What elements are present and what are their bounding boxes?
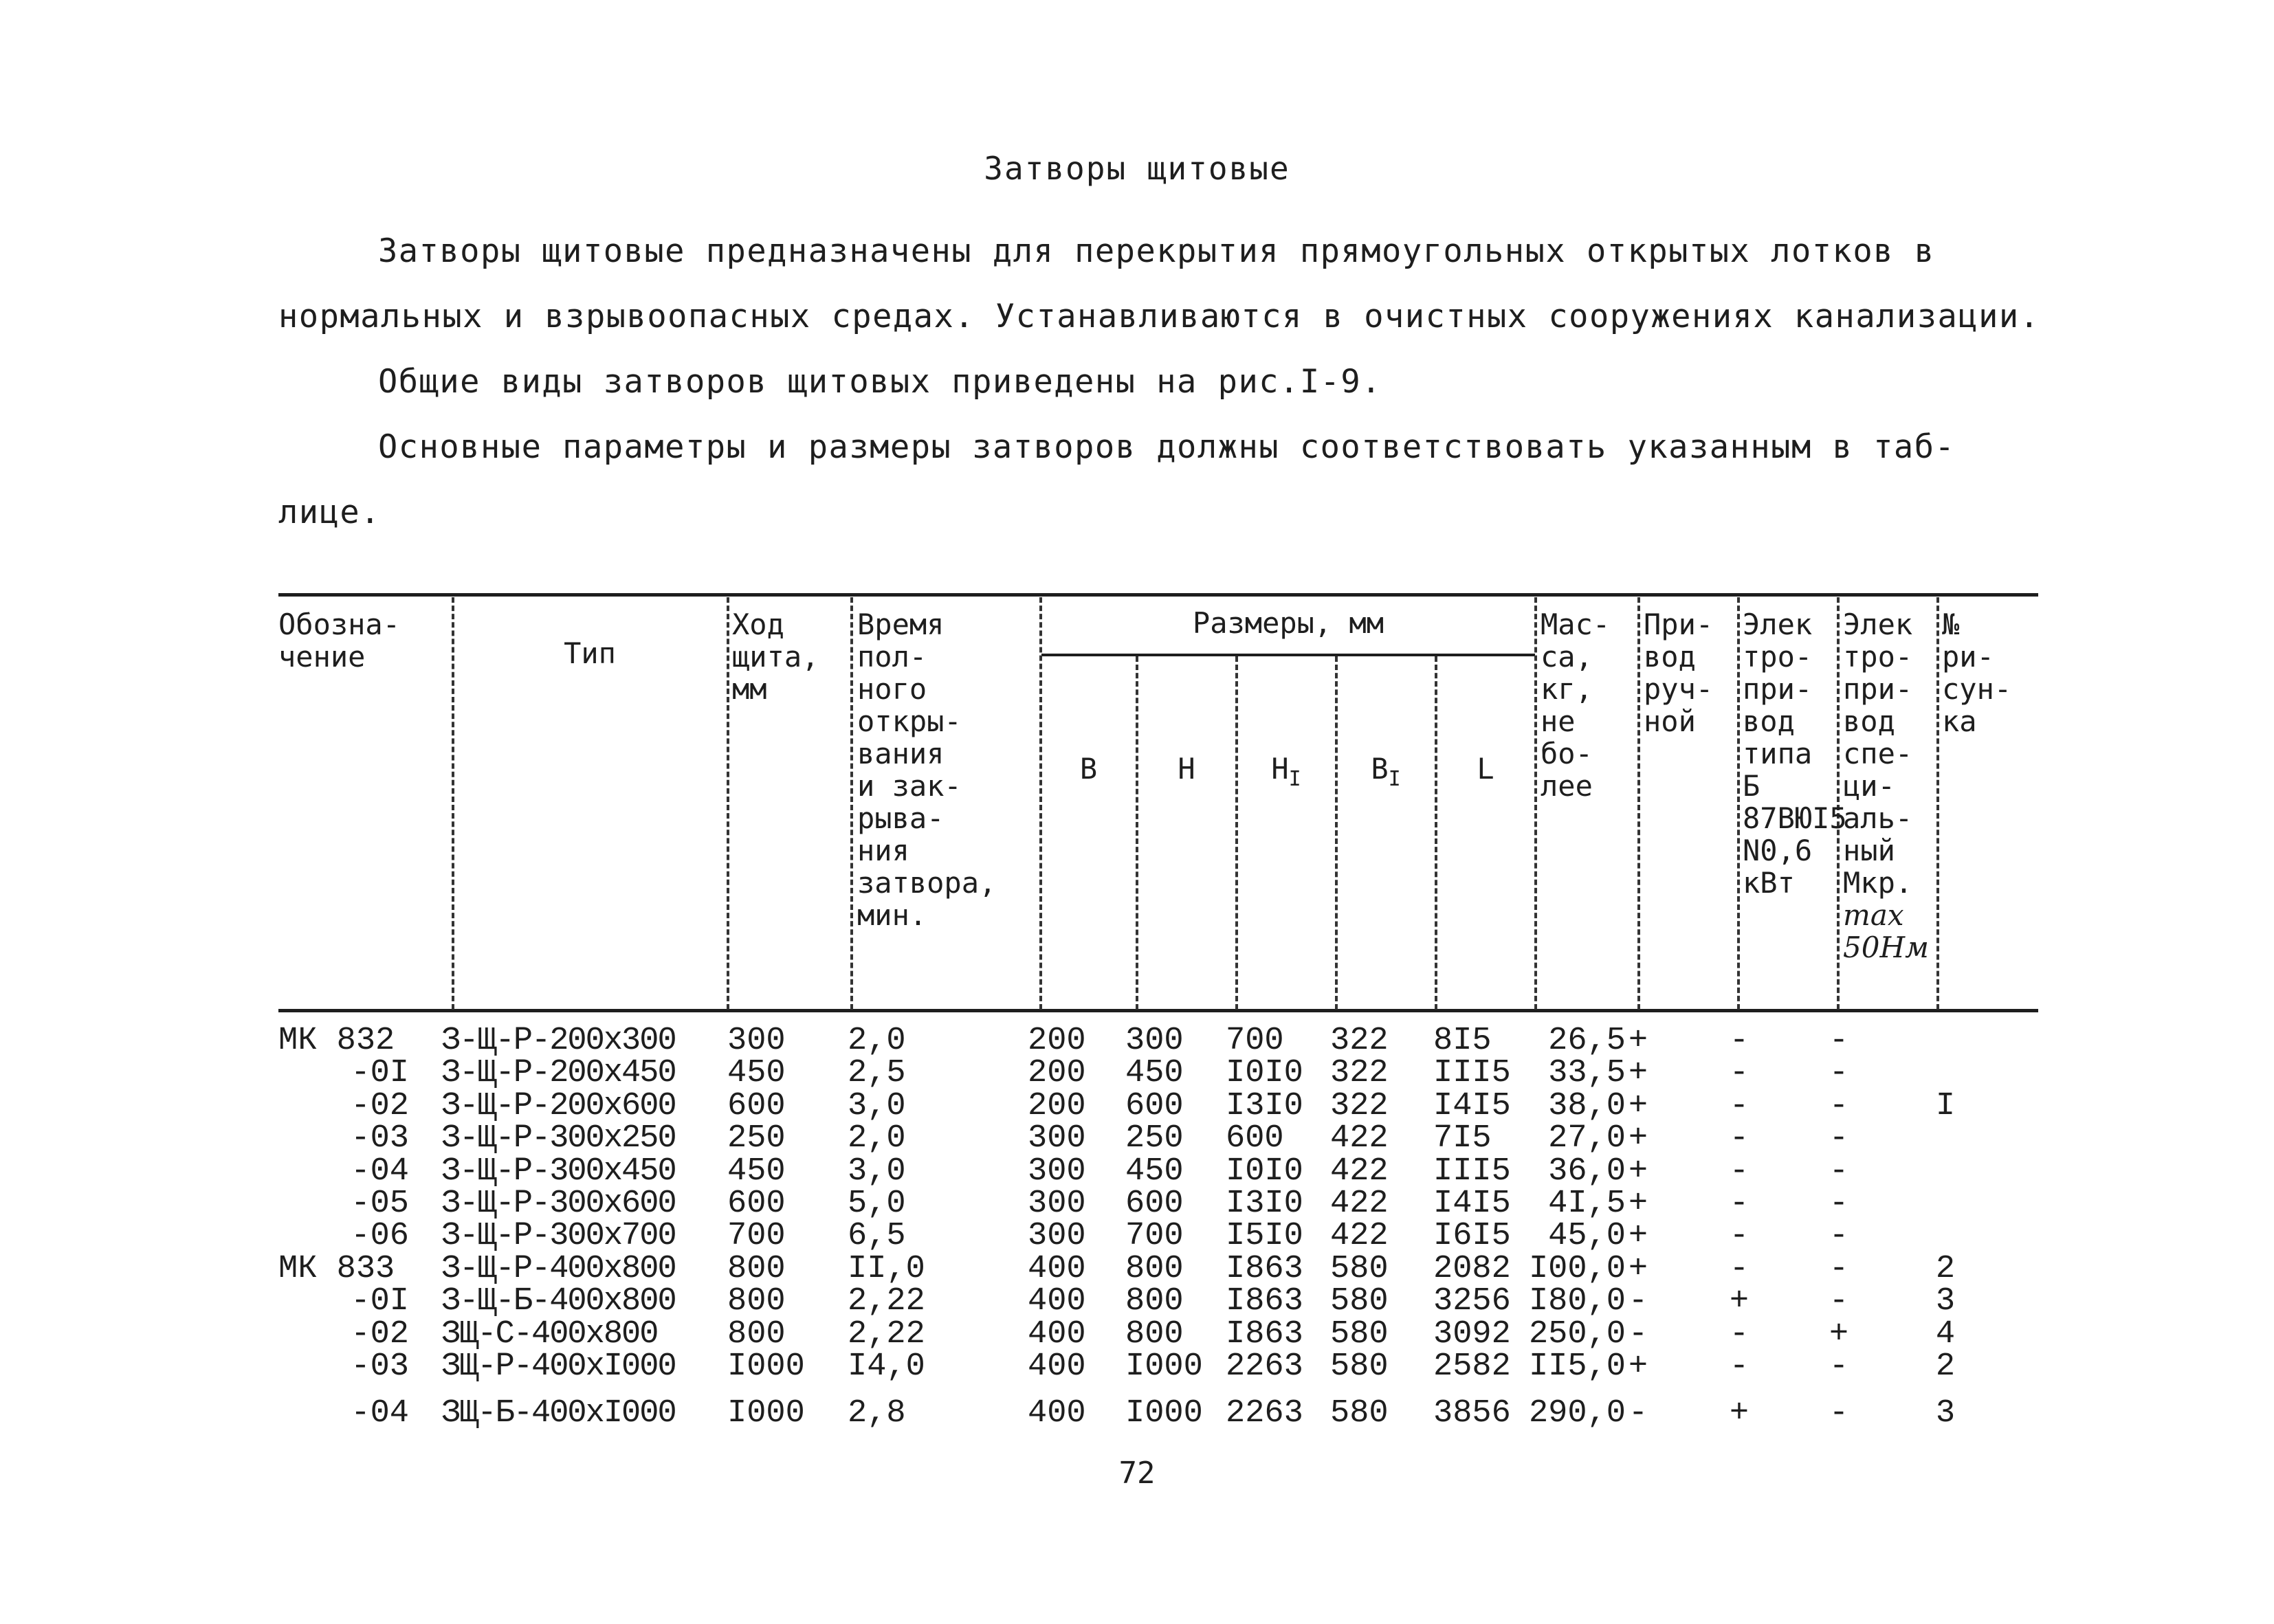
table-cell: 200 <box>1028 1023 1086 1059</box>
table-cell: 26,5 <box>1548 1023 1626 1059</box>
table-cell: 3856 <box>1433 1395 1511 1432</box>
table-cell: + <box>1829 1315 1849 1353</box>
table-cell: 2,8 <box>848 1395 906 1432</box>
table-cell: + <box>1628 1120 1648 1157</box>
table-cell: - <box>1729 1023 1749 1059</box>
col-separator <box>1737 597 1740 1010</box>
table-cell: 300 <box>1028 1218 1086 1255</box>
table-cell: - <box>1829 1348 1849 1385</box>
table-cell: 4 <box>1935 1315 1956 1353</box>
table-cell: 2263 <box>1226 1395 1303 1432</box>
table-cell: I0I0 <box>1226 1055 1303 1092</box>
table-cell: 450 <box>1125 1153 1184 1190</box>
table-cell: I5I0 <box>1226 1218 1303 1255</box>
table-cell: 322 <box>1330 1087 1389 1124</box>
table-cell: 45,0 <box>1548 1218 1626 1255</box>
col-separator <box>1136 656 1138 1010</box>
col-dim-h <box>1125 1025 1215 1383</box>
table-cell: - <box>1829 1395 1849 1432</box>
header-dim-l: L <box>1477 752 1494 786</box>
col-figure-number <box>1928 1025 1963 1383</box>
header-electric-drive-b: Элек тро- при- вод типа Б 87ВЮI5 N0,6 кВт <box>1743 608 1847 900</box>
table-cell: I3I0 <box>1226 1087 1303 1124</box>
table-cell: - <box>1628 1283 1648 1320</box>
table-cell: З-Щ-Б-400х800 <box>441 1283 676 1320</box>
table-cell: + <box>1628 1087 1648 1124</box>
table-cell: 290,0 <box>1528 1395 1626 1432</box>
header-dim-b: В <box>1079 752 1098 786</box>
col-dim-b1 <box>1330 1025 1406 1383</box>
paragraph-4: Основные параметры и размеры затворов должны соответствовать указанным в таб- <box>378 428 1956 466</box>
header-mass: Мас- са, кг, не бо- лее <box>1541 608 1611 803</box>
table-cell: - <box>1829 1153 1849 1190</box>
col-separator <box>1039 597 1042 1010</box>
table-cell: 422 <box>1330 1185 1389 1222</box>
table-cell: -02 <box>351 1087 409 1124</box>
header-dim-b1 <box>1337 753 1435 795</box>
table-cell <box>1928 1122 1963 1155</box>
table-cell: 580 <box>1330 1348 1389 1385</box>
table-cell: - <box>1729 1185 1749 1222</box>
table-cell: ЗЩ-Б-400хI000 <box>441 1395 676 1432</box>
table-cell: 2 <box>1935 1250 1956 1287</box>
table-cell: 450 <box>727 1153 786 1190</box>
table-cell: 800 <box>727 1283 786 1320</box>
header-electric-drive-special-text: Элек тро- при- вод спе- ци- аль- ный Мкр. <box>1843 608 1913 900</box>
table-cell: З-Щ-Р-200х600 <box>441 1087 676 1124</box>
table-cell: 3,0 <box>848 1153 906 1190</box>
header-dimensions: Размеры, мм <box>1192 606 1384 640</box>
table-cell: ЗЩ-Р-400хI000 <box>441 1348 676 1385</box>
table-cell: - <box>1829 1023 1849 1059</box>
table-cell: 2263 <box>1226 1348 1303 1385</box>
table-cell: 250 <box>1125 1120 1184 1157</box>
table-cell: + <box>1729 1283 1749 1320</box>
table-cell: 36,0 <box>1548 1153 1626 1190</box>
paragraph-5: лице. <box>278 493 381 531</box>
table-cell: 400 <box>1028 1348 1086 1385</box>
table-cell: - <box>1729 1087 1749 1124</box>
page-number: 72 <box>1118 1456 1156 1491</box>
table-cell: 250 <box>727 1120 786 1157</box>
table-cell: 422 <box>1330 1218 1389 1255</box>
table-cell: 2,22 <box>848 1283 925 1320</box>
table-cell: 300 <box>727 1023 786 1059</box>
table-cell: I4,0 <box>848 1348 925 1385</box>
table-cell: 2 <box>1935 1348 1956 1385</box>
col-time <box>848 1025 944 1383</box>
table-cell: - <box>1729 1315 1749 1353</box>
table-cell: - <box>1829 1087 1849 1124</box>
table-cell: 5,0 <box>848 1185 906 1222</box>
col-stroke <box>727 1025 817 1383</box>
table-cell: 2,22 <box>848 1315 925 1353</box>
table-cell: 580 <box>1330 1315 1389 1353</box>
header-electric-drive-special <box>1843 608 1938 964</box>
table-cell: 2,0 <box>848 1023 906 1059</box>
table-cell: - <box>1829 1283 1849 1320</box>
table-cell: -05 <box>351 1185 409 1222</box>
col-manual-drive <box>1624 1025 1652 1383</box>
table-cell: 3092 <box>1433 1315 1511 1353</box>
table-cell: 7I5 <box>1433 1120 1492 1157</box>
table-cell: 600 <box>727 1087 786 1124</box>
table-cell: - <box>1729 1250 1749 1287</box>
table-cell <box>1928 1025 1963 1057</box>
table-cell: 250,0 <box>1528 1315 1626 1353</box>
table-cell: -03 <box>351 1120 409 1157</box>
table-cell: - <box>1628 1395 1648 1432</box>
table-cell: -0I <box>351 1283 409 1320</box>
col-dim-b <box>1028 1025 1103 1383</box>
table-cell: - <box>1829 1055 1849 1092</box>
header-stroke: Ход щита, мм <box>732 608 819 706</box>
col-separator <box>1534 597 1537 1010</box>
table-cell <box>1928 1155 1963 1188</box>
col-mass <box>1509 1025 1626 1383</box>
table-cell: 600 <box>727 1185 786 1222</box>
col-separator <box>1235 656 1238 1010</box>
table-cell: 322 <box>1330 1023 1389 1059</box>
header-time: Время пол- ного откры- вания и зак- рыва- ния затвора, мин. <box>857 608 997 932</box>
table-cell: З-Щ-Р-300х700 <box>441 1218 676 1255</box>
header-manual-drive: При- вод руч- ной <box>1644 608 1714 738</box>
table-cell: 600 <box>1125 1087 1184 1124</box>
table-cell: + <box>1729 1395 1749 1432</box>
table-cell: 300 <box>1028 1185 1086 1222</box>
header-dim-b1-subscript: I <box>1388 767 1401 791</box>
table-cell: 200 <box>1028 1055 1086 1092</box>
table-cell: 450 <box>727 1055 786 1092</box>
table-cell: - <box>1729 1348 1749 1385</box>
table-cell: 2,0 <box>848 1120 906 1157</box>
table-cell: 580 <box>1330 1250 1389 1287</box>
col-electric-drive-b <box>1725 1025 1753 1383</box>
table-cell: 700 <box>1125 1218 1184 1255</box>
col-designation <box>278 1025 409 1383</box>
table-cell: -0I <box>351 1055 409 1092</box>
table-cell: ЗЩ-С-400х800 <box>441 1315 658 1353</box>
table-cell: 700 <box>1226 1023 1284 1059</box>
table-cell: 800 <box>1125 1250 1184 1287</box>
table-cell: 6,5 <box>848 1218 906 1255</box>
col-type <box>441 1025 723 1383</box>
table-cell: 3,0 <box>848 1087 906 1124</box>
header-dim-h1-letter: Н <box>1271 752 1289 786</box>
col-electric-drive-special <box>1825 1025 1853 1383</box>
table-cell: I863 <box>1226 1283 1303 1320</box>
table-cell: 2082 <box>1433 1250 1511 1287</box>
table-cell: 800 <box>727 1315 786 1353</box>
table-cell: 600 <box>1125 1185 1184 1222</box>
table-cell: 200 <box>1028 1087 1086 1124</box>
header-dim-h: Н <box>1178 752 1195 786</box>
table-cell: III5 <box>1433 1055 1511 1092</box>
table-cell: З-Щ-Р-200х300 <box>441 1023 676 1059</box>
table-cell: I000 <box>727 1395 805 1432</box>
header-type: Тип <box>564 636 616 670</box>
table-cell: 400 <box>1028 1395 1086 1432</box>
table-cell: 322 <box>1330 1055 1389 1092</box>
table-cell: - <box>1628 1315 1648 1353</box>
table-cell: 3 <box>1935 1395 1956 1432</box>
table-cell: -04 <box>351 1395 409 1432</box>
table-cell: 38,0 <box>1548 1087 1626 1124</box>
table-cell <box>1928 1057 1963 1089</box>
col-separator <box>1435 656 1437 1010</box>
table-cell: I0I0 <box>1226 1153 1303 1190</box>
table-cell: 3256 <box>1433 1283 1511 1320</box>
table-cell <box>1928 1188 1963 1220</box>
table-cell: 700 <box>727 1218 786 1255</box>
table-cell: + <box>1628 1348 1648 1385</box>
table-cell: 400 <box>1028 1250 1086 1287</box>
table-cell: -02 <box>351 1315 409 1353</box>
table-cell: МК 833 <box>278 1250 395 1287</box>
table-cell: - <box>1829 1218 1849 1255</box>
table-cell: З-Щ-Р-300х250 <box>441 1120 676 1157</box>
header-dim-h1 <box>1237 753 1335 795</box>
table-cell: 8I5 <box>1433 1023 1492 1059</box>
table-cell: З-Щ-Р-300х450 <box>441 1153 676 1190</box>
table-cell: I3I0 <box>1226 1185 1303 1222</box>
table-cell: 33,5 <box>1548 1055 1626 1092</box>
table-cell: + <box>1628 1153 1648 1190</box>
table-cell: - <box>1829 1120 1849 1157</box>
col-separator <box>727 597 729 1010</box>
table-cell: 27,0 <box>1548 1120 1626 1157</box>
table-cell: 800 <box>1125 1315 1184 1353</box>
table-cell: - <box>1729 1153 1749 1190</box>
table-cell: 800 <box>727 1250 786 1287</box>
col-separator <box>1637 597 1640 1010</box>
table-cell: З-Щ-Р-200х450 <box>441 1055 676 1092</box>
table-cell: 800 <box>1125 1283 1184 1320</box>
table-cell: + <box>1628 1250 1648 1287</box>
table-cell: - <box>1729 1055 1749 1092</box>
table-cell: II,0 <box>848 1250 925 1287</box>
table-cell: + <box>1628 1055 1648 1092</box>
table-cell: МК 832 <box>278 1023 395 1059</box>
col-separator <box>452 597 454 1010</box>
table-cell: -04 <box>351 1153 409 1190</box>
table-cell: 580 <box>1330 1283 1389 1320</box>
table-cell: 422 <box>1330 1120 1389 1157</box>
table-cell: 580 <box>1330 1395 1389 1432</box>
table-cell <box>1928 1220 1963 1252</box>
table-cell: З-Щ-Р-300х600 <box>441 1185 676 1222</box>
table-cell: I <box>1935 1087 1956 1124</box>
table-cell: I4I5 <box>1433 1185 1511 1222</box>
table-cell: + <box>1628 1023 1648 1059</box>
table-cell: I000 <box>1125 1395 1203 1432</box>
col-dim-h1 <box>1226 1025 1315 1383</box>
table-cell: I863 <box>1226 1315 1303 1353</box>
table-cell: + <box>1628 1185 1648 1222</box>
table-cell: 2582 <box>1433 1348 1511 1385</box>
table-top-rule <box>278 593 2038 597</box>
table-cell: I000 <box>1125 1348 1203 1385</box>
table-cell: З-Щ-Р-400х800 <box>441 1250 676 1287</box>
paragraph-2: нормальных и взрывоопасных средах. Устанавливаются в очистных сооружениях канализации. <box>278 298 2040 335</box>
table-cell: I863 <box>1226 1250 1303 1287</box>
header-bottom-rule <box>278 1009 2038 1012</box>
table-cell: I00,0 <box>1528 1250 1626 1287</box>
table-cell: -06 <box>351 1218 409 1255</box>
table-cell: -03 <box>351 1348 409 1385</box>
paragraph-1: Затворы щитовые предназначены для перекрытия прямоугольных открытых лотков в <box>378 232 1935 270</box>
table-cell: - <box>1829 1185 1849 1222</box>
col-separator <box>1335 656 1338 1010</box>
table-cell: 2,5 <box>848 1055 906 1092</box>
table-cell: 422 <box>1330 1153 1389 1190</box>
table-cell: II5,0 <box>1528 1348 1626 1385</box>
header-dim-b1-letter: В <box>1371 752 1389 786</box>
table-cell: 400 <box>1028 1283 1086 1320</box>
table-cell: - <box>1729 1218 1749 1255</box>
table-cell: I6I5 <box>1433 1218 1511 1255</box>
header-designation: Обозна- чение <box>278 608 401 674</box>
table-cell: I000 <box>727 1348 805 1385</box>
parameters-table <box>278 588 2038 1433</box>
page-title: Затворы щитовые <box>984 150 1290 187</box>
table-cell: I80,0 <box>1528 1283 1626 1320</box>
table-cell: 300 <box>1028 1120 1086 1157</box>
table-cell: - <box>1829 1250 1849 1287</box>
table-cell: 3 <box>1935 1283 1956 1320</box>
table-cell: 450 <box>1125 1055 1184 1092</box>
table-cell: III5 <box>1433 1153 1511 1190</box>
handwritten-annotation: max 50Нм <box>1843 898 1929 964</box>
dimensions-subheader-rule <box>1041 654 1535 656</box>
table-cell: I4I5 <box>1433 1087 1511 1124</box>
header-figure-number: № ри- сун- ка <box>1942 608 2012 738</box>
table-cell: 300 <box>1125 1023 1184 1059</box>
table-cell: 400 <box>1028 1315 1086 1353</box>
table-cell: 4I,5 <box>1548 1185 1626 1222</box>
paragraph-3: Общие виды затворов щитовых приведены на рис.I-9. <box>378 363 1382 401</box>
col-separator <box>850 597 853 1010</box>
header-dim-h1-subscript: I <box>1288 767 1301 791</box>
table-cell: - <box>1729 1120 1749 1157</box>
table-cell: 300 <box>1028 1153 1086 1190</box>
table-cell: 600 <box>1226 1120 1284 1157</box>
table-cell: + <box>1628 1218 1648 1255</box>
